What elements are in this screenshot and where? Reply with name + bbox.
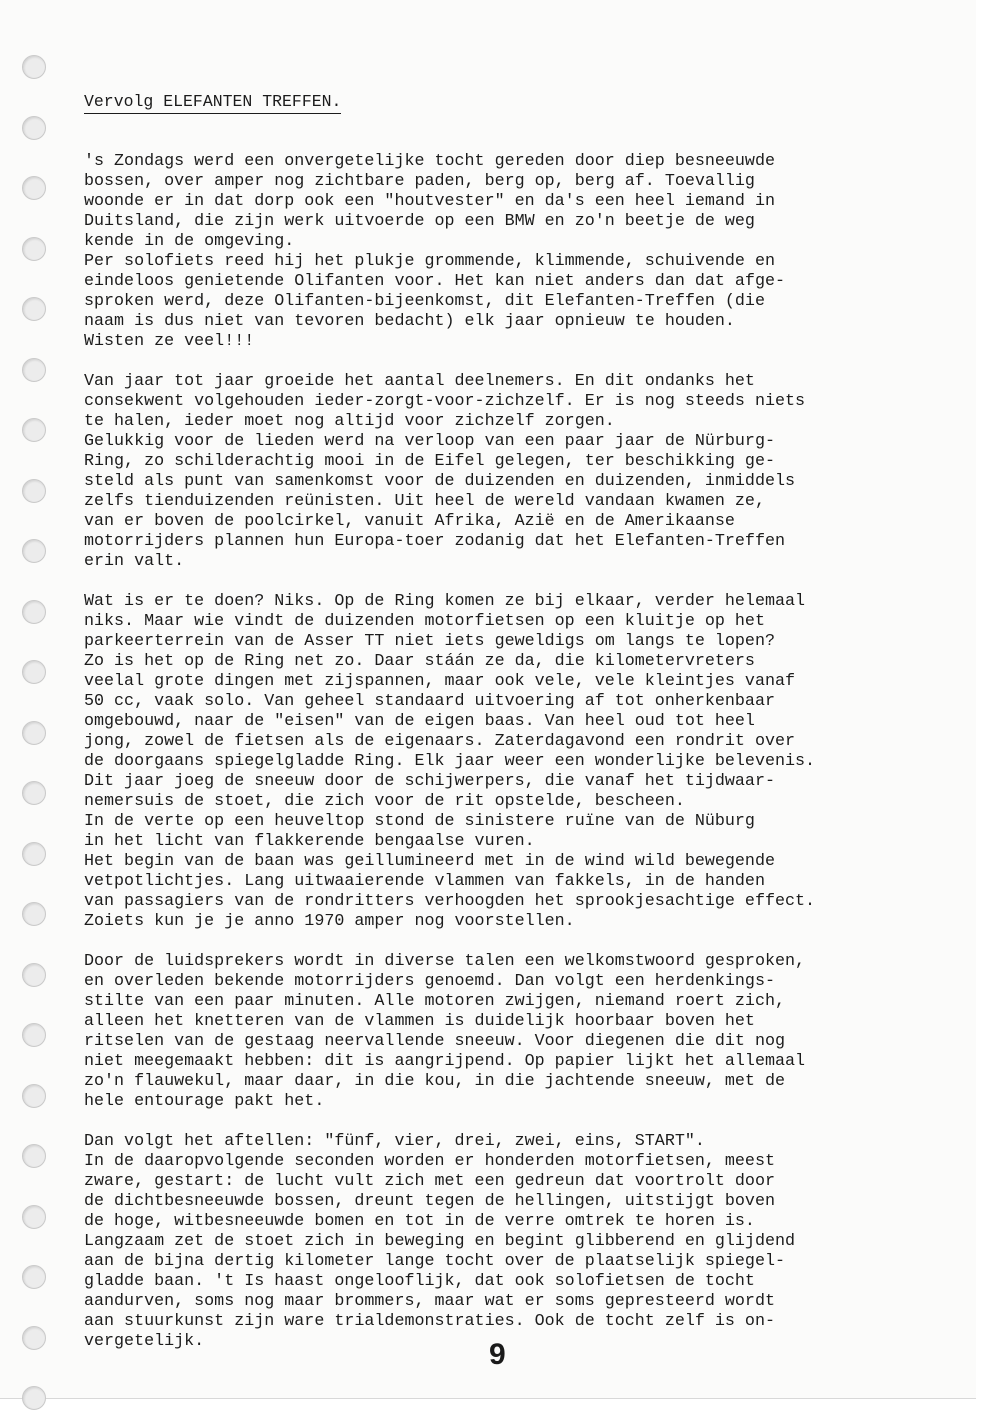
text-line: alleen het knetteren van de vlammen is duidelijk hoorbaar boven het — [84, 1012, 755, 1031]
text-line: hele entourage pakt het. — [84, 1092, 325, 1111]
text-line: Langzaam zet de stoet zich in beweging en begint glibberend en glijdend — [84, 1232, 796, 1251]
text-line: Ring, zo schilderachtig mooi in de Eifel gelegen, ter beschikking ge- — [84, 452, 775, 471]
binder-hole — [22, 1084, 46, 1108]
text-line: eindeloos genietende Olifanten voor. Het kan niet anders dan dat afge- — [84, 272, 785, 291]
text-line: Het begin van de baan was geillumineerd met in de wind wild bewegende — [84, 852, 775, 871]
paragraph — [84, 1132, 964, 1352]
text-line: Door de luidsprekers wordt in diverse talen een welkomstwoord gesproken, — [84, 952, 806, 971]
text-line: Per solofiets reed hij het plukje grommende, klimmende, schuivende en — [84, 252, 775, 271]
text-line: kende in de omgeving. — [84, 232, 295, 251]
text-line: zelfs tienduizenden reünisten. Uit heel de wereld vandaan kwamen ze, — [84, 492, 765, 511]
text-line: zo'n flauwekul, maar daar, in die kou, in die jachtende sneeuw, met de — [84, 1072, 785, 1091]
body-text — [84, 152, 964, 1372]
text-line: Wisten ze veel!!! — [84, 332, 255, 351]
text-line: omgebouwd, naar de "eisen" van de eigen baas. Van heel oud tot heel — [84, 712, 755, 731]
binder-hole — [22, 116, 46, 140]
text-line: 's Zondags werd een onvergetelijke tocht gereden door diep besneeuwde — [84, 152, 775, 171]
binder-hole — [22, 237, 46, 261]
binder-hole — [22, 902, 46, 926]
text-line: parkeerterrein van de Asser TT niet iets geweldigs om langs te lopen? — [84, 632, 775, 651]
text-line: van er boven de poolcirkel, vanuit Afrika, Azië en de Amerikaanse — [84, 512, 735, 531]
text-line: Zo is het op de Ring net zo. Daar stáán ze da, die kilometervreters — [84, 652, 755, 671]
page-heading: Vervolg ELEFANTEN TREFFEN. — [84, 92, 341, 114]
binder-hole — [22, 842, 46, 866]
binder-hole — [22, 1326, 46, 1350]
text-line: naam is dus niet van tevoren bedacht) elk jaar opnieuw te houden. — [84, 312, 735, 331]
text-line: vetpotlichtjes. Lang uitwaaierende vlammen van fakkels, in de handen — [84, 872, 765, 891]
page-number: 9 — [489, 1338, 506, 1371]
paragraph — [84, 152, 964, 352]
paragraph — [84, 372, 964, 572]
paragraph — [84, 592, 964, 932]
text-line: in het licht van flakkerende bengaalse vuren. — [84, 832, 535, 851]
text-line: In de daaropvolgende seconden worden er honderden motorfietsen, meest — [84, 1152, 775, 1171]
binder-holes — [22, 0, 46, 1402]
binder-hole — [22, 479, 46, 503]
text-line: zware, gestart: de lucht vult zich met een gedreun dat voortrolt door — [84, 1172, 775, 1191]
text-line: aan de bijna dertig kilometer lange tocht over de plaatselijk spiegel- — [84, 1252, 785, 1271]
text-line: Wat is er te doen? Niks. Op de Ring komen ze bij elkaar, verder helemaal — [84, 592, 806, 611]
binder-hole — [22, 721, 46, 745]
text-line: Zoiets kun je je anno 1970 amper nog voorstellen. — [84, 912, 575, 931]
binder-hole — [22, 1023, 46, 1047]
text-line: ritselen van de gestaag neervallende sneeuw. Voor diegenen die dit nog — [84, 1032, 785, 1051]
text-line: Dit jaar joeg de sneeuw door de schijwerpers, die vanaf het tijdwaar- — [84, 772, 775, 791]
text-line: Van jaar tot jaar groeide het aantal deelnemers. En dit ondanks het — [84, 372, 755, 391]
text-line: van passagiers van de rondritters verhoogden het sprookjesachtige effect. — [84, 892, 816, 911]
text-line: de hoge, witbesneeuwde bomen en tot in de verre omtrek te horen is. — [84, 1212, 755, 1231]
binder-hole — [22, 1144, 46, 1168]
text-line: de doorgaans spiegelgladde Ring. Elk jaar weer een wonderlijke belevenis. — [84, 752, 816, 771]
text-line: veelal grote dingen met zijspannen, maar ook vele, vele kleintjes vanaf — [84, 672, 796, 691]
binder-hole — [22, 963, 46, 987]
text-line: gladde baan. 't Is haast ongelooflijk, dat ook solofietsen de tocht — [84, 1272, 755, 1291]
text-line: niks. Maar wie vindt de duizenden motorfietsen op een kluitje op het — [84, 612, 765, 631]
text-line: aan stuurkunst zijn ware trialdemonstraties. Ook de tocht zelf is on- — [84, 1312, 775, 1331]
binder-hole — [22, 781, 46, 805]
text-line: consekwent volgehouden ieder-zorgt-voor-zichzelf. Er is nog steeds niets — [84, 392, 806, 411]
text-line: 50 cc, vaak solo. Van geheel standaard uitvoering af tot onherkenbaar — [84, 692, 775, 711]
text-line: motorrijders plannen hun Europa-toer zodanig dat het Elefanten-Treffen — [84, 532, 785, 551]
binder-hole — [22, 660, 46, 684]
binder-hole — [22, 297, 46, 321]
text-line: en overleden bekende motorrijders genoemd. Dan volgt een herdenkings- — [84, 972, 775, 991]
text-line: te halen, ieder moet nog altijd voor zichzelf zorgen. — [84, 412, 615, 431]
binder-hole — [22, 418, 46, 442]
text-line: sproken werd, deze Olifanten-bijeenkomst, dit Elefanten-Treffen (die — [84, 292, 765, 311]
binder-hole — [22, 539, 46, 563]
text-line: nemersuis de stoet, die zich voor de rit opstelde, bescheen. — [84, 792, 685, 811]
text-line: jong, zowel de fietsen als de eigenaars. Zaterdagavond een rondrit over — [84, 732, 796, 751]
binder-hole — [22, 55, 46, 79]
binder-hole — [22, 600, 46, 624]
scan-edge — [976, 0, 986, 1402]
binder-hole — [22, 176, 46, 200]
text-line: Gelukkig voor de lieden werd na verloop van een paar jaar de Nürburg- — [84, 432, 775, 451]
binder-hole — [22, 1265, 46, 1289]
text-line: Duitsland, die zijn werk uitvoerde op een BMW en zo'n beetje de weg — [84, 212, 755, 231]
text-line: de dichtbesneeuwde bossen, dreunt tegen de hellingen, uitstijgt boven — [84, 1192, 775, 1211]
text-line: steld als punt van samenkomst voor de duizenden en duizenden, inmiddels — [84, 472, 796, 491]
binder-hole — [22, 1386, 46, 1410]
binder-hole — [22, 1205, 46, 1229]
text-line: Dan volgt het aftellen: "fünf, vier, drei, zwei, eins, START". — [84, 1132, 705, 1151]
text-line: bossen, over amper nog zichtbare paden, berg op, berg af. Toevallig — [84, 172, 755, 191]
text-line: aandurven, soms nog maar brommers, maar wat er soms gepresteerd wordt — [84, 1292, 775, 1311]
text-line: stilte van een paar minuten. Alle motoren zwijgen, niemand roert zich, — [84, 992, 785, 1011]
binder-hole — [22, 358, 46, 382]
text-line: woonde er in dat dorp ook een "houtvester" en da's een heel iemand in — [84, 192, 775, 211]
paragraph — [84, 952, 964, 1112]
text-line: In de verte op een heuveltop stond de sinistere ruïne van de Nüburg — [84, 812, 755, 831]
text-line: niet meegemaakt hebben: dit is aangrijpend. Op papier lijkt het allemaal — [84, 1052, 806, 1071]
text-line: erin valt. — [84, 552, 185, 571]
text-line: vergetelijk. — [84, 1332, 205, 1351]
